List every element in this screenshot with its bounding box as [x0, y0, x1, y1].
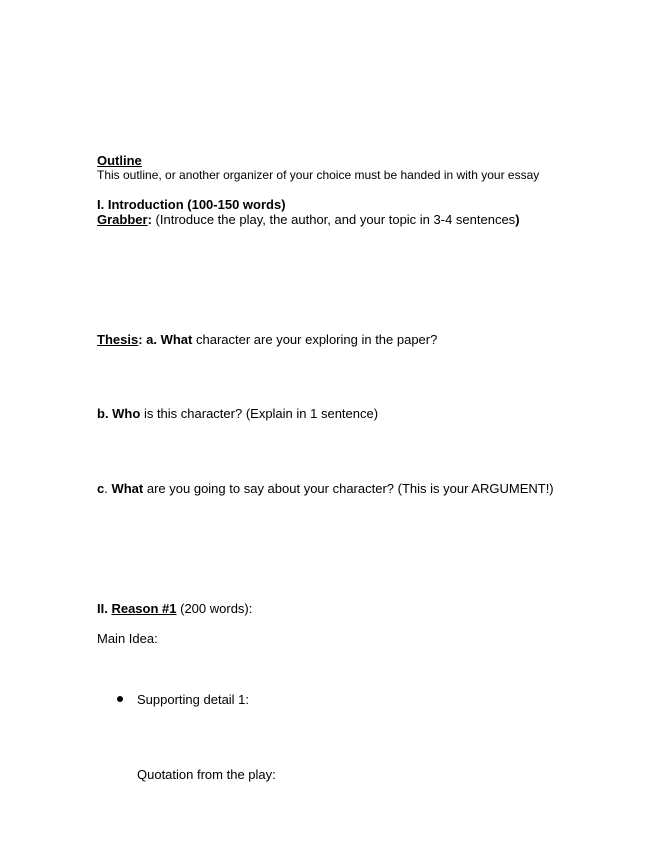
thesis-c-text: are you going to say about your character? (This is your ARGUMENT!)	[143, 481, 554, 496]
grabber-colon: :	[147, 212, 152, 227]
thesis-line-b	[97, 406, 378, 421]
bullet-icon	[117, 696, 123, 702]
reason1-words: (200 words):	[176, 601, 253, 616]
thesis-c-mid: .	[104, 481, 112, 496]
grabber-label: Grabber	[97, 212, 148, 227]
thesis-colon: :	[138, 332, 143, 347]
grabber-line	[97, 212, 520, 227]
reason1-label: Reason #1	[111, 601, 177, 616]
thesis-a-bold: a. What	[142, 332, 193, 347]
thesis-line-a	[97, 332, 437, 347]
thesis-label: Thesis	[97, 332, 139, 347]
outline-subtitle: This outline, or another organizer of your choice must be handed in with your essay	[97, 168, 540, 182]
main-idea-label: Main Idea:	[97, 631, 158, 646]
quotation-label: Quotation from the play:	[137, 767, 276, 782]
thesis-line-c	[97, 481, 554, 496]
list-item	[117, 692, 249, 707]
reason1-heading	[97, 601, 252, 616]
thesis-c-bold: c	[97, 481, 105, 496]
thesis-b-bold: b. Who	[97, 406, 141, 421]
thesis-b-text: is this character? (Explain in 1 sentence)	[140, 406, 379, 421]
thesis-c-bold2: What	[111, 481, 144, 496]
intro-heading: I. Introduction (100-150 words)	[97, 197, 286, 212]
reason1-numeral: II.	[97, 601, 112, 616]
outline-title: Outline	[97, 153, 142, 168]
grabber-text: (Introduce the play, the author, and your topic in 3-4 sentences	[151, 212, 516, 227]
supporting-detail-1: Supporting detail 1:	[137, 692, 250, 707]
grabber-close: )	[515, 212, 520, 227]
thesis-a-text: character are your exploring in the paper?	[192, 332, 438, 347]
